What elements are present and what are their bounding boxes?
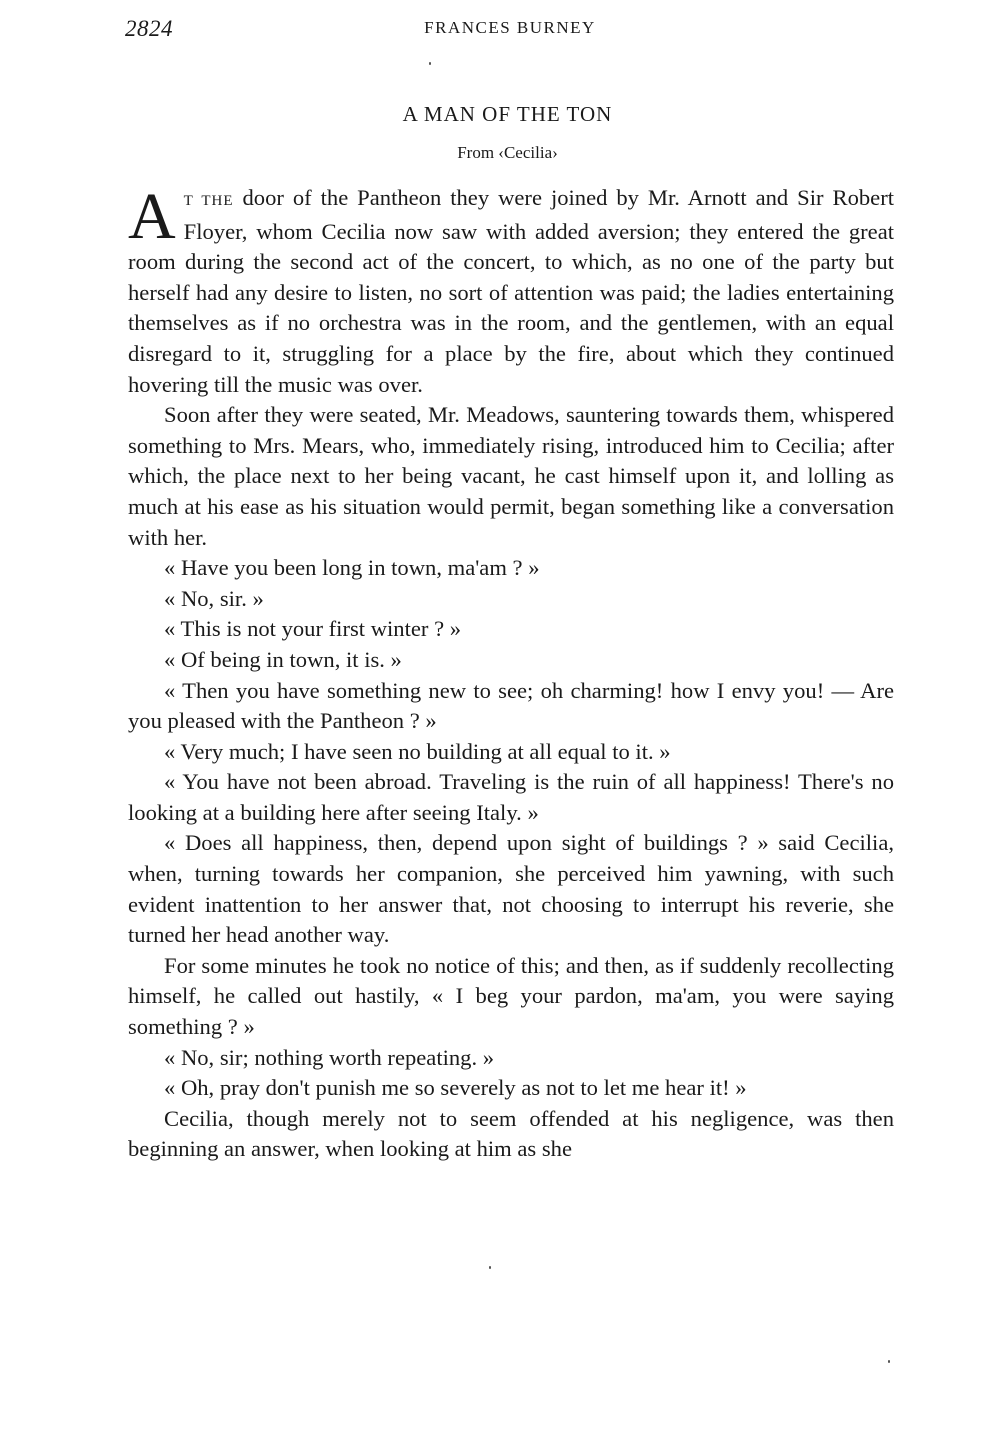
source-note: From ‹Cecilia› bbox=[457, 143, 558, 162]
paragraph-2: Soon after they were seated, Mr. Meadows, sauntering towards them, whispered something to Mrs. Mears, who, immediately rising, introduced him to Cecilia; after which, the place next to her being vacant, he cast himself upon it, and lolling as much at his ease as his situation would permit, began something like a conversation with her. bbox=[128, 402, 894, 550]
paragraph-10: « Does all happiness, then, depend upon sight of buildings ? » said Cecilia, when, turning towards her companion, she perceived him yawning, with such evident inattention to her answer that, not choosing to interrupt his reverie, she turned her head another way. bbox=[128, 830, 894, 948]
page-header bbox=[125, 14, 895, 46]
page-number: 2824 bbox=[125, 16, 173, 41]
paragraph-8: « Very much; I have seen no building at all equal to it. » bbox=[164, 738, 671, 764]
print-speck bbox=[429, 62, 431, 65]
section-title: A MAN OF THE TON bbox=[402, 102, 613, 126]
paragraph-3: « Have you been long in town, ma'am ? » bbox=[164, 555, 540, 581]
paragraph-1 bbox=[128, 180, 894, 400]
paragraph-7: « Then you have something new to see; oh charming! how I envy you! — Are you pleased with the Pantheon ? » bbox=[128, 677, 894, 734]
paragraph-9: « You have not been abroad. Traveling is the ruin of all happiness! There's no looking at a building here after seeing Italy. » bbox=[128, 769, 894, 825]
paragraph-1-text: door of the Pantheon they were joined by Mr. Arnott and Sir Robert Floyer, whom Cecilia now saw with added aversion; they entered the great room during the second act of the concert, to which, as no one of the party but herself had any desire to listen, no sort of attention was paid; the ladies entertaining themselves as if no orchestra was in the room, and the gentlemen, with an equal disregard to it, struggling for a place by the fire, about which they continued hovering till the music was over. bbox=[128, 185, 894, 397]
opening-small-caps: T THE bbox=[183, 193, 234, 209]
print-speck bbox=[489, 1266, 491, 1269]
print-speck bbox=[888, 1360, 890, 1363]
paragraph-11: For some minutes he took no notice of this; and then, as if suddenly recollecting himself, he called out hastily, « I beg your pardon, ma'am, you were saying something ? » bbox=[128, 952, 894, 1040]
drop-cap: A bbox=[128, 180, 176, 253]
paragraph-5: « This is not your first winter ? » bbox=[164, 616, 462, 642]
paragraph-6: « Of being in town, it is. » bbox=[164, 646, 402, 672]
running-head: FRANCES BURNEY bbox=[424, 18, 596, 37]
paragraph-12: « No, sir; nothing worth repeating. » bbox=[164, 1044, 495, 1070]
paragraph-14: Cecilia, though merely not to seem offended at his negligence, was then beginning an answer, when looking at him as she bbox=[128, 1105, 894, 1162]
body-text bbox=[128, 180, 894, 1165]
paragraph-4: « No, sir. » bbox=[164, 585, 264, 611]
paragraph-13: « Oh, pray don't punish me so severely as not to let me hear it! » bbox=[164, 1075, 747, 1101]
